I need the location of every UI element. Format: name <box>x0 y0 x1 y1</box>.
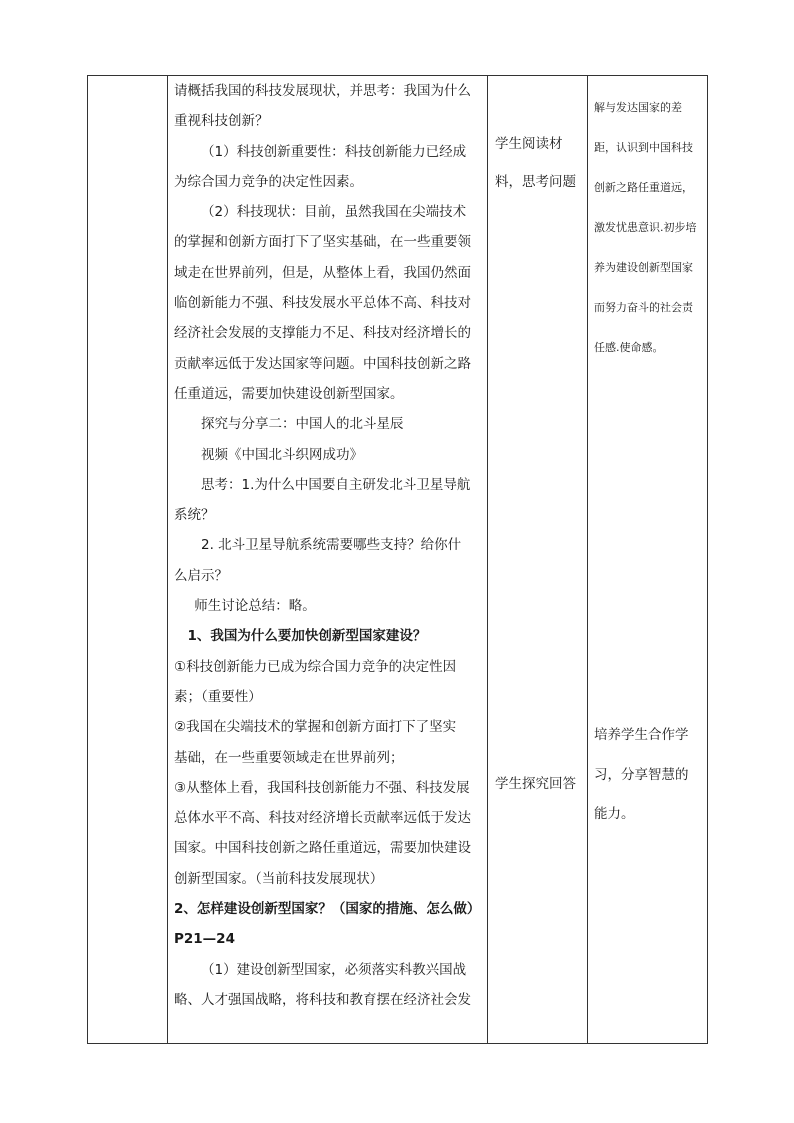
content-line: 贡献率远低于发达国家等问题。中国科技创新之路 <box>174 355 471 372</box>
content-line: 1、我国为什么要加快创新型国家建设？ <box>187 628 427 645</box>
content-line: ①科技创新能力已成为综合国力竞争的决定性因 <box>174 658 457 675</box>
student-activity-cell <box>488 76 588 1044</box>
content-line: 思考：1.为什么中国要自主研发北斗卫星导航 <box>201 476 471 493</box>
table-row <box>88 76 708 1044</box>
content-line: （1）建设创新型国家，必须落实科教兴国战 <box>201 961 467 978</box>
lesson-plan-table <box>87 75 708 1044</box>
content-line: 国家。中国科技创新之路任重道远，需要加快建设 <box>174 840 471 857</box>
content-line: （1）科技创新重要性：科技创新能力已经成 <box>201 143 467 160</box>
content-line: 重视科技创新？ <box>174 113 269 130</box>
content-line: 基础，在一些重要领域走在世界前列； <box>174 749 404 766</box>
content-line: 探究与分享二：中国人的北斗星辰 <box>201 416 404 433</box>
content-line: 么启示？ <box>174 567 228 584</box>
content-line: 2. 北斗卫星导航系统需要哪些支持？给你什 <box>201 537 462 554</box>
content-line: 系统？ <box>174 507 215 524</box>
design-intent-cell <box>588 76 708 1044</box>
teaching-content-text <box>174 76 483 1015</box>
content-line: 视频《中国北斗织网成功》 <box>201 446 363 463</box>
content-line: 创新型国家。（当前科技发展现状） <box>174 870 384 887</box>
stage-cell <box>88 76 168 1044</box>
student-activity-answer: 学生探究回答 <box>495 776 576 792</box>
student-activity-reading: 学生阅读材料，思考问题 <box>495 136 576 190</box>
content-line: 略、人才强国战略，将科技和教育摆在经济社会发 <box>174 991 471 1008</box>
content-line: 师生讨论总结：略。 <box>194 598 316 615</box>
content-line: P21—24 <box>174 931 235 948</box>
content-line: 素；（重要性） <box>174 688 262 705</box>
content-line: 任重道远，需要加快建设创新型国家。 <box>174 385 404 402</box>
content-line: ②我国在尖端技术的掌握和创新方面打下了坚实 <box>174 719 457 736</box>
content-line: 域走在世界前列，但是，从整体上看，我国仍然面 <box>174 264 471 281</box>
teaching-content-cell <box>168 76 488 1044</box>
content-line: 2、怎样建设创新型国家？（国家的措施、怎么做） <box>174 901 481 918</box>
content-line: 经济社会发展的支撑能力不足、科技对经济增长的 <box>174 325 471 342</box>
content-line: 临创新能力不强、科技发展水平总体不高、科技对 <box>174 295 471 312</box>
design-intent-awareness: 解与发达国家的差距，认识到中国科技创新之路任重道远，激发忧患意识.初步培养为建设创新型国家而努力奋斗的社会责任感.使命感。 <box>594 101 697 354</box>
content-line: 的掌握和创新方面打下了坚实基础，在一些重要领 <box>174 234 471 251</box>
content-line: （2）科技现状：目前，虽然我国在尖端技术 <box>201 204 467 221</box>
content-line: 请概括我国的科技发展现状，并思考：我国为什么 <box>174 83 471 99</box>
content-line: ③从整体上看，我国科技创新能力不强、科技发展 <box>174 779 470 796</box>
content-line: 总体水平不高、科技对经济增长贡献率远低于发达 <box>174 810 471 827</box>
content-line: 为综合国力竞争的决定性因素。 <box>174 173 363 190</box>
design-intent-cooperation: 培养学生合作学习，分享智慧的能力。 <box>594 727 689 822</box>
